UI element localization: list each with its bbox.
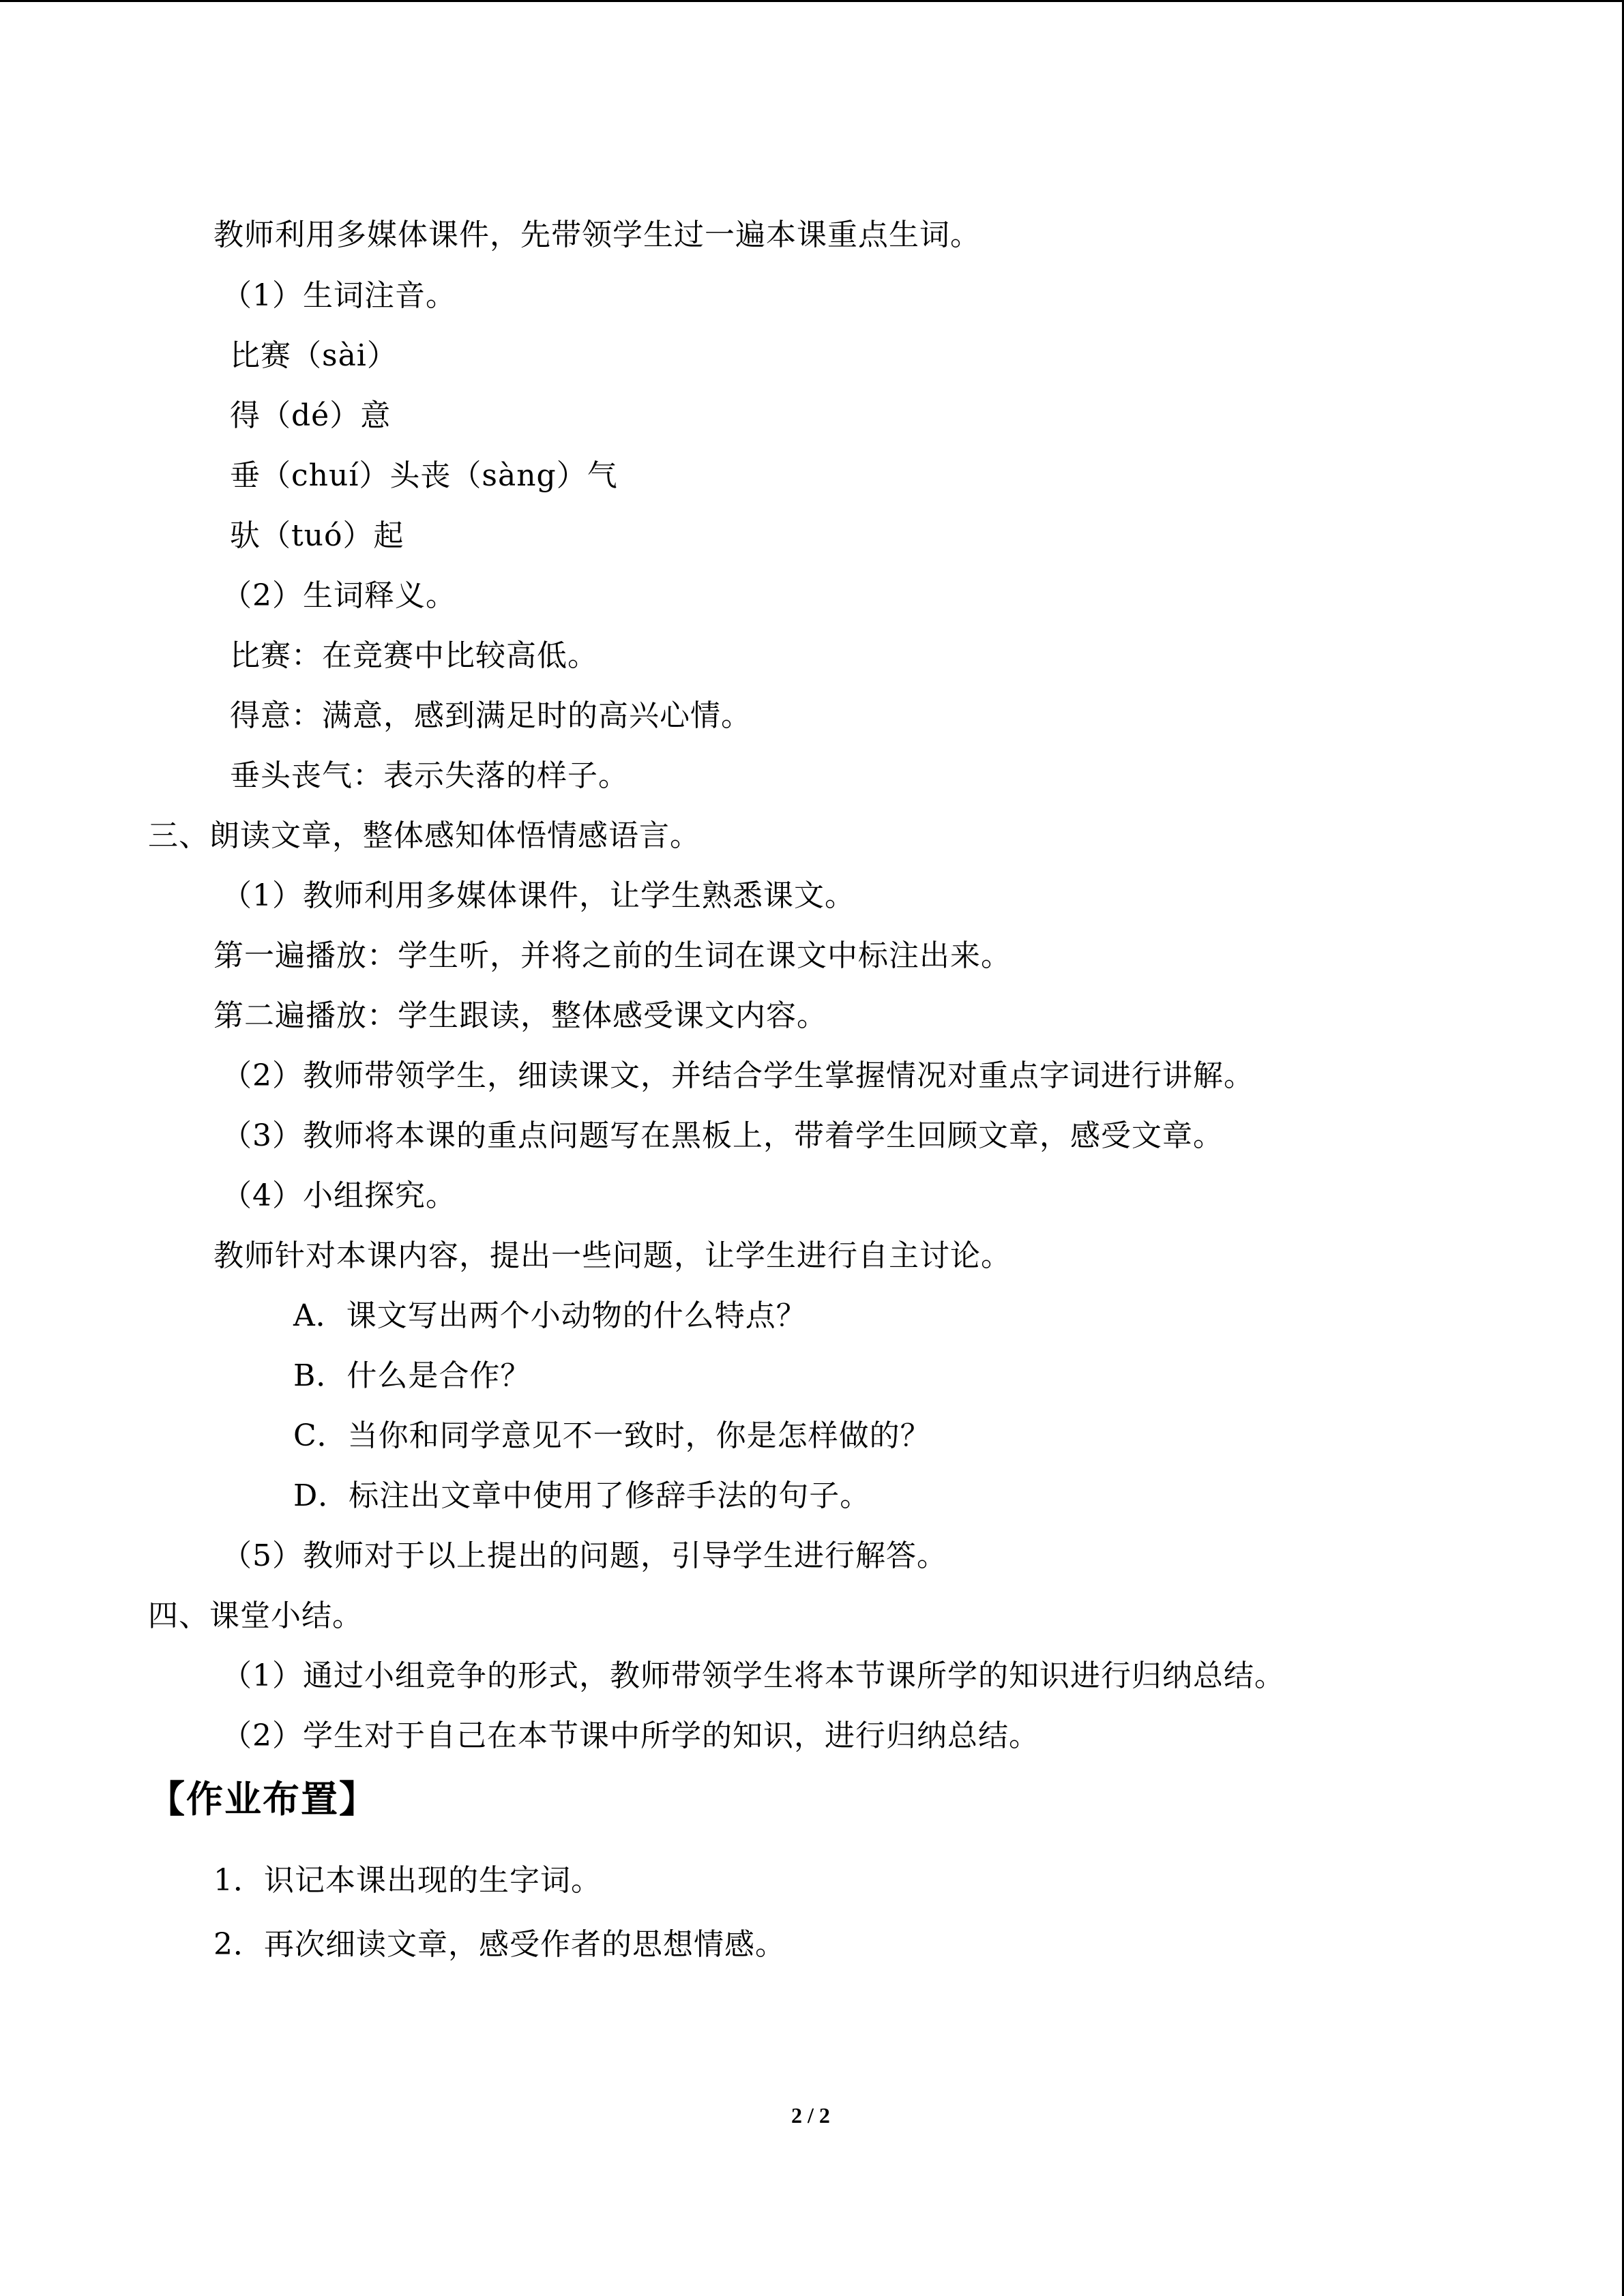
question-item: A．课文写出两个小动物的什么特点？ xyxy=(293,1298,807,1333)
paragraph-intro: 教师利用多媒体课件，先带领学生过一遍本课重点生词。 xyxy=(213,218,981,252)
homework-heading: 【作业布置】 xyxy=(148,1778,377,1821)
list-item-word: 比赛（sài） xyxy=(230,338,398,373)
page-border-top xyxy=(0,0,1624,2)
list-item-definition: 比赛：在竞赛中比较高低。 xyxy=(230,638,598,673)
list-item-definition-heading: （2）生词释义。 xyxy=(222,578,456,613)
question-item: B．什么是合作？ xyxy=(293,1358,531,1393)
list-item-definition: 得意：满意，感到满足时的高兴心情。 xyxy=(230,698,752,733)
list-item-step: （5）教师对于以上提出的问题，引导学生进行解答。 xyxy=(222,1538,947,1573)
page-number: 2 / 2 xyxy=(791,2103,830,2128)
section-heading-reading: 三、朗读文章，整体感知体悟情感语言。 xyxy=(148,818,700,853)
paragraph-discussion: 教师针对本课内容，提出一些问题，让学生进行自主讨论。 xyxy=(213,1238,1012,1273)
list-item-summary: （2）学生对于自己在本节课中所学的知识，进行归纳总结。 xyxy=(222,1718,1039,1753)
list-item-step: （3）教师将本课的重点问题写在黑板上，带着学生回顾文章，感受文章。 xyxy=(222,1118,1224,1153)
list-item-word: 垂（chuí）头丧（sàng）气 xyxy=(230,458,618,493)
list-item-step: 第二遍播放：学生跟读，整体感受课文内容。 xyxy=(213,998,827,1033)
list-item-step: 第一遍播放：学生听，并将之前的生词在课文中标注出来。 xyxy=(213,938,1012,973)
list-item-step: （4）小组探究。 xyxy=(222,1178,456,1213)
question-item: C．当你和同学意见不一致时，你是怎样做的？ xyxy=(293,1418,931,1453)
list-item-phonetic-heading: （1）生词注音。 xyxy=(222,278,456,313)
homework-item: 1．识记本课出现的生字词。 xyxy=(213,1863,602,1898)
homework-item: 2．再次细读文章，感受作者的思想情感。 xyxy=(213,1927,786,1962)
list-item-step: （2）教师带领学生，细读课文，并结合学生掌握情况对重点字词进行讲解。 xyxy=(222,1058,1254,1093)
list-item-definition: 垂头丧气：表示失落的样子。 xyxy=(230,758,629,793)
list-item-word: 得（dé）意 xyxy=(230,398,392,433)
list-item-summary: （1）通过小组竞争的形式，教师带领学生将本节课所学的知识进行归纳总结。 xyxy=(222,1658,1285,1693)
list-item-word: 驮（tuó）起 xyxy=(230,518,404,553)
question-item: D．标注出文章中使用了修辞手法的句子。 xyxy=(293,1478,871,1513)
list-item-step: （1）教师利用多媒体课件，让学生熟悉课文。 xyxy=(222,878,855,913)
section-heading-summary: 四、课堂小结。 xyxy=(148,1598,363,1633)
